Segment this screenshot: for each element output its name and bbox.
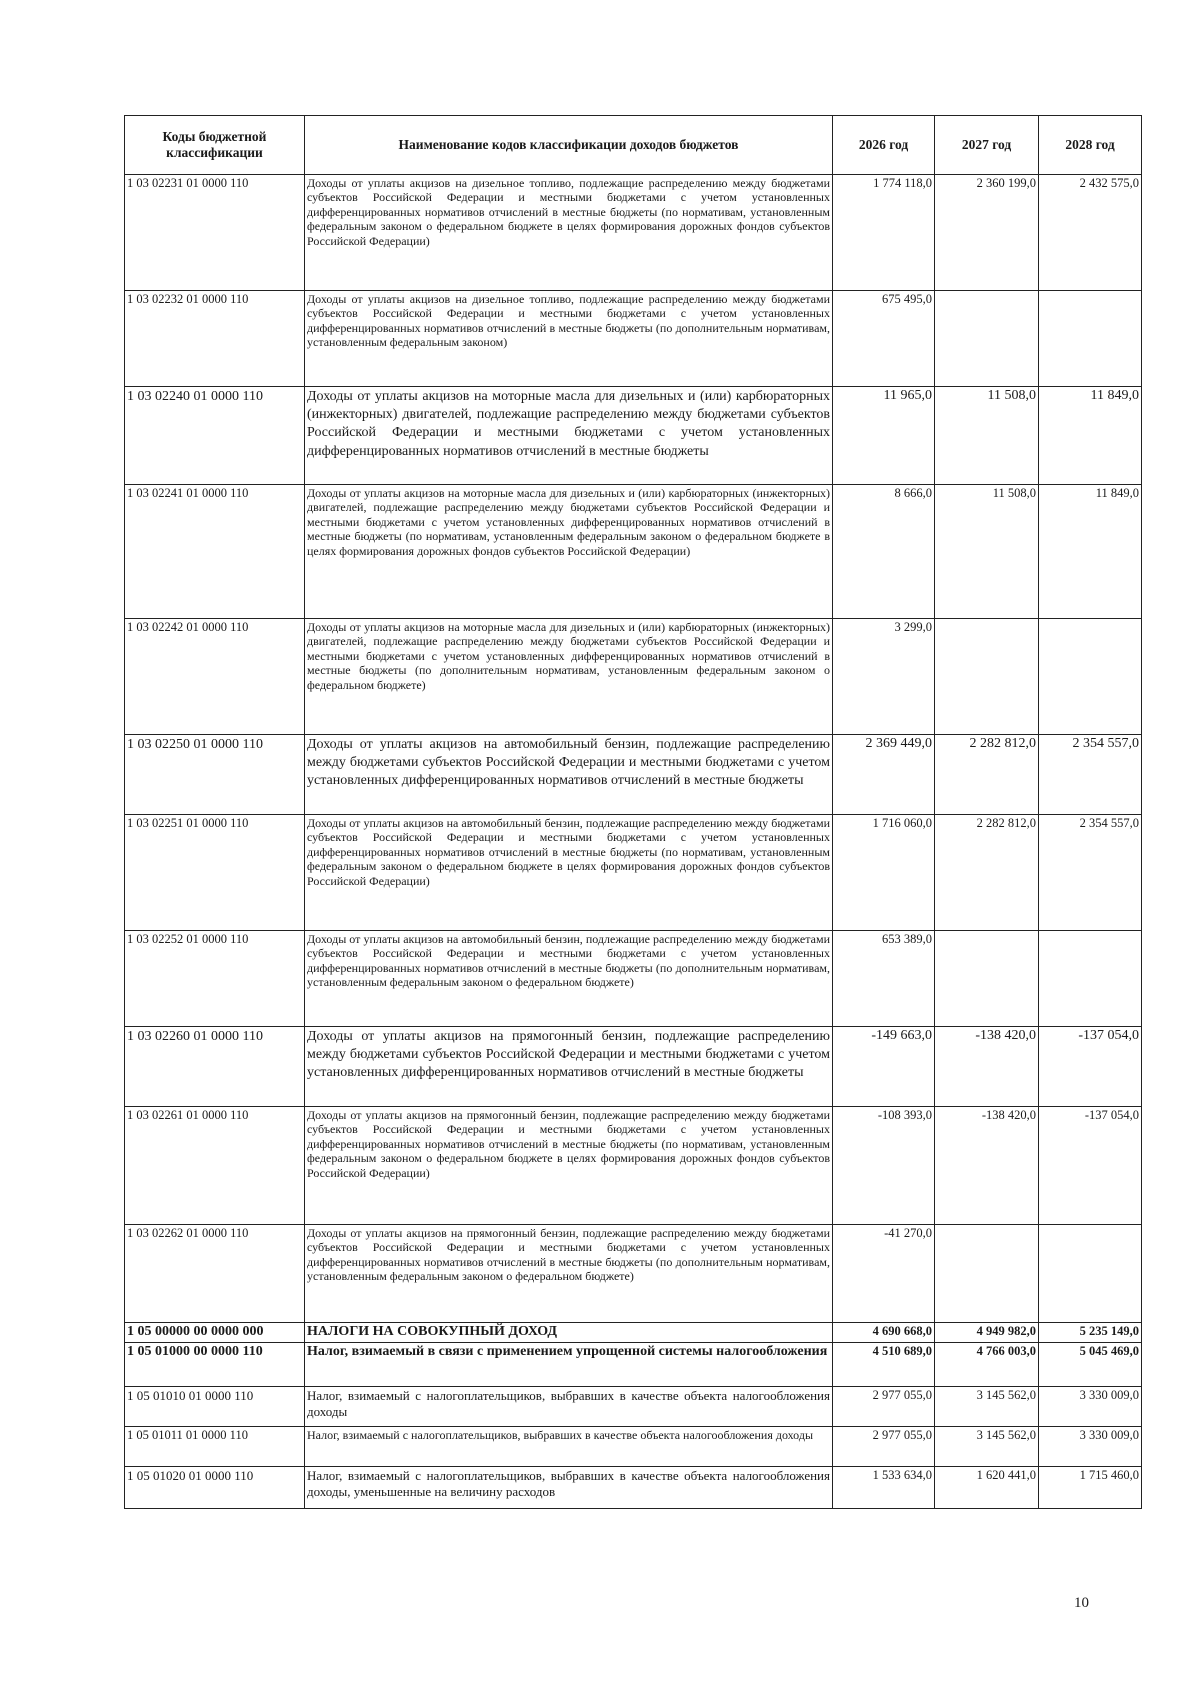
table-row <box>125 387 1142 485</box>
table-row <box>125 815 1142 931</box>
budget-code-cell: 1 03 02252 01 0000 110 <box>125 931 305 1027</box>
budget-code-cell: 1 03 02250 01 0000 110 <box>125 735 305 815</box>
table-row <box>125 931 1142 1027</box>
amount-2026-cell: 4 510 689,0 <box>833 1343 935 1387</box>
amount-2026-cell: 653 389,0 <box>833 931 935 1027</box>
amount-2026-cell: 11 965,0 <box>833 387 935 485</box>
revenue-name-cell: Доходы от уплаты акцизов на моторные масла для дизельных и (или) карбюраторных (инжекторных) двигателей, подлежащие распределению между бюджетами субъектов Российской Федерации и местными бюджетами с учетом установленных дифференцированных нормативов отчислений в местные бюджеты <box>305 387 833 485</box>
amount-2026-cell: -108 393,0 <box>833 1107 935 1225</box>
amount-2027-cell <box>935 1225 1039 1323</box>
table-row <box>125 1427 1142 1467</box>
table-header-row <box>125 116 1142 175</box>
amount-2028-cell: 2 354 557,0 <box>1039 815 1142 931</box>
amount-2027-cell: 2 282 812,0 <box>935 815 1039 931</box>
revenue-name-cell: Доходы от уплаты акцизов на моторные масла для дизельных и (или) карбюраторных (инжекторных) двигателей, подлежащие распределению между бюджетами субъектов Российской Федерации и местными бюджетами с учетом установленных дифференцированных нормативов отчислений в местные бюджеты (по нормативам, установленным федеральным законом о федеральном бюджете в целях формирования дорожных фондов субъектов Российской Федерации) <box>305 485 833 619</box>
amount-2026-cell: 4 690 668,0 <box>833 1323 935 1343</box>
budget-code-cell: 1 03 02251 01 0000 110 <box>125 815 305 931</box>
amount-2027-cell <box>935 931 1039 1027</box>
amount-2028-cell: 5 235 149,0 <box>1039 1323 1142 1343</box>
amount-2026-cell: 3 299,0 <box>833 619 935 735</box>
amount-2028-cell <box>1039 291 1142 387</box>
table-row <box>125 1027 1142 1107</box>
amount-2028-cell: 2 354 557,0 <box>1039 735 1142 815</box>
header-2028: 2028 год <box>1039 116 1142 175</box>
amount-2028-cell: 3 330 009,0 <box>1039 1427 1142 1467</box>
table-row <box>125 1107 1142 1225</box>
budget-code-cell: 1 05 01020 01 0000 110 <box>125 1467 305 1509</box>
amount-2027-cell: 11 508,0 <box>935 387 1039 485</box>
amount-2026-cell: 1 716 060,0 <box>833 815 935 931</box>
amount-2028-cell: 5 045 469,0 <box>1039 1343 1142 1387</box>
table-row <box>125 1387 1142 1427</box>
budget-code-cell: 1 03 02262 01 0000 110 <box>125 1225 305 1323</box>
amount-2028-cell <box>1039 619 1142 735</box>
budget-code-cell: 1 05 01000 00 0000 110 <box>125 1343 305 1387</box>
amount-2028-cell: 1 715 460,0 <box>1039 1467 1142 1509</box>
budget-code-cell: 1 03 02242 01 0000 110 <box>125 619 305 735</box>
amount-2027-cell: 4 766 003,0 <box>935 1343 1039 1387</box>
amount-2028-cell <box>1039 1225 1142 1323</box>
amount-2028-cell: 2 432 575,0 <box>1039 175 1142 291</box>
amount-2027-cell <box>935 291 1039 387</box>
amount-2026-cell: 2 977 055,0 <box>833 1427 935 1467</box>
amount-2027-cell: 1 620 441,0 <box>935 1467 1039 1509</box>
revenue-name-cell: НАЛОГИ НА СОВОКУПНЫЙ ДОХОД <box>305 1323 833 1343</box>
revenue-name-cell: Доходы от уплаты акцизов на прямогонный бензин, подлежащие распределению между бюджетами субъектов Российской Федерации и местными бюджетами с учетом установленных дифференцированных нормативов отчислений в местные бюджеты (по нормативам, установленным федеральным законом о федеральном бюджете в целях формирования дорожных фондов субъектов Российской Федерации) <box>305 1107 833 1225</box>
amount-2028-cell: 11 849,0 <box>1039 387 1142 485</box>
revenue-name-cell: Доходы от уплаты акцизов на автомобильный бензин, подлежащие распределению между бюджетами субъектов Российской Федерации и местными бюджетами с учетом установленных дифференцированных нормативов отчислений в местные бюджеты (по дополнительным нормативам, установленным федеральным законом о федеральном бюджете) <box>305 931 833 1027</box>
revenue-name-cell: Доходы от уплаты акцизов на автомобильный бензин, подлежащие распределению между бюджетами субъектов Российской Федерации и местными бюджетами с учетом установленных дифференцированных нормативов отчислений в местные бюджеты (по нормативам, установленным федеральным законом о федеральном бюджете в целях формирования дорожных фондов субъектов Российской Федерации) <box>305 815 833 931</box>
budget-code-cell: 1 05 01010 01 0000 110 <box>125 1387 305 1427</box>
revenue-name-cell: Доходы от уплаты акцизов на автомобильный бензин, подлежащие распределению между бюджетами субъектов Российской Федерации и местными бюджетами с учетом установленных дифференцированных нормативов отчислений в местные бюджеты <box>305 735 833 815</box>
amount-2028-cell: -137 054,0 <box>1039 1027 1142 1107</box>
amount-2028-cell: 3 330 009,0 <box>1039 1387 1142 1427</box>
table-body <box>125 175 1142 1509</box>
header-code: Коды бюджетной классификации <box>125 116 305 175</box>
table-row <box>125 485 1142 619</box>
table-row <box>125 1225 1142 1323</box>
amount-2027-cell: 2 282 812,0 <box>935 735 1039 815</box>
amount-2026-cell: -149 663,0 <box>833 1027 935 1107</box>
table-row <box>125 175 1142 291</box>
revenue-name-cell: Налог, взимаемый с налогоплательщиков, выбравших в качестве объекта налогообложения доходы <box>305 1427 833 1467</box>
budget-revenue-table <box>124 115 1142 1509</box>
budget-code-cell: 1 03 02232 01 0000 110 <box>125 291 305 387</box>
revenue-name-cell: Доходы от уплаты акцизов на моторные масла для дизельных и (или) карбюраторных (инжекторных) двигателей, подлежащие распределению между бюджетами субъектов Российской Федерации и местными бюджетами с учетом установленных дифференцированных нормативов отчислений в местные бюджеты (по дополнительным нормативам, установленным федеральным законом о федеральном бюджете) <box>305 619 833 735</box>
page-number: 10 <box>1074 1595 1089 1611</box>
header-2026: 2026 год <box>833 116 935 175</box>
table-row <box>125 1467 1142 1509</box>
revenue-name-cell: Доходы от уплаты акцизов на дизельное топливо, подлежащие распределению между бюджетами субъектов Российской Федерации и местными бюджетами с учетом установленных дифференцированных нормативов отчислений в местные бюджеты (по нормативам, установленным федеральным законом о федеральном бюджете в целях формирования дорожных фондов субъектов Российской Федерации) <box>305 175 833 291</box>
revenue-name-cell: Доходы от уплаты акцизов на прямогонный бензин, подлежащие распределению между бюджетами субъектов Российской Федерации и местными бюджетами с учетом установленных дифференцированных нормативов отчислений в местные бюджеты <box>305 1027 833 1107</box>
budget-code-cell: 1 03 02261 01 0000 110 <box>125 1107 305 1225</box>
amount-2026-cell: 675 495,0 <box>833 291 935 387</box>
table-row <box>125 1323 1142 1343</box>
revenue-name-cell: Налог, взимаемый с налогоплательщиков, выбравших в качестве объекта налогообложения доходы <box>305 1387 833 1427</box>
amount-2026-cell: -41 270,0 <box>833 1225 935 1323</box>
amount-2027-cell: -138 420,0 <box>935 1027 1039 1107</box>
amount-2026-cell: 1 533 634,0 <box>833 1467 935 1509</box>
budget-code-cell: 1 05 01011 01 0000 110 <box>125 1427 305 1467</box>
budget-code-cell: 1 03 02241 01 0000 110 <box>125 485 305 619</box>
table-row <box>125 619 1142 735</box>
amount-2026-cell: 8 666,0 <box>833 485 935 619</box>
amount-2026-cell: 1 774 118,0 <box>833 175 935 291</box>
header-name: Наименование кодов классификации доходов бюджетов <box>305 116 833 175</box>
table-row <box>125 1343 1142 1387</box>
revenue-name-cell: Доходы от уплаты акцизов на дизельное топливо, подлежащие распределению между бюджетами субъектов Российской Федерации и местными бюджетами с учетом установленных дифференцированных нормативов отчислений в местные бюджеты (по дополнительным нормативам, установленным федеральным законом) <box>305 291 833 387</box>
budget-code-cell: 1 03 02240 01 0000 110 <box>125 387 305 485</box>
header-2027: 2027 год <box>935 116 1039 175</box>
revenue-name-cell: Налог, взимаемый в связи с применением упрощенной системы налогообложения <box>305 1343 833 1387</box>
amount-2027-cell <box>935 619 1039 735</box>
amount-2027-cell: 3 145 562,0 <box>935 1387 1039 1427</box>
budget-code-cell: 1 03 02231 01 0000 110 <box>125 175 305 291</box>
table-row <box>125 735 1142 815</box>
amount-2027-cell: 3 145 562,0 <box>935 1427 1039 1467</box>
revenue-name-cell: Налог, взимаемый с налогоплательщиков, выбравших в качестве объекта налогообложения доходы, уменьшенные на величину расходов <box>305 1467 833 1509</box>
table-row <box>125 291 1142 387</box>
amount-2028-cell <box>1039 931 1142 1027</box>
revenue-name-cell: Доходы от уплаты акцизов на прямогонный бензин, подлежащие распределению между бюджетами субъектов Российской Федерации и местными бюджетами с учетом установленных дифференцированных нормативов отчислений в местные бюджеты (по дополнительным нормативам, установленным федеральным законом о федеральном бюджете) <box>305 1225 833 1323</box>
amount-2027-cell: 4 949 982,0 <box>935 1323 1039 1343</box>
amount-2026-cell: 2 977 055,0 <box>833 1387 935 1427</box>
amount-2027-cell: -138 420,0 <box>935 1107 1039 1225</box>
budget-code-cell: 1 03 02260 01 0000 110 <box>125 1027 305 1107</box>
amount-2028-cell: 11 849,0 <box>1039 485 1142 619</box>
amount-2026-cell: 2 369 449,0 <box>833 735 935 815</box>
amount-2028-cell: -137 054,0 <box>1039 1107 1142 1225</box>
budget-code-cell: 1 05 00000 00 0000 000 <box>125 1323 305 1343</box>
amount-2027-cell: 2 360 199,0 <box>935 175 1039 291</box>
amount-2027-cell: 11 508,0 <box>935 485 1039 619</box>
